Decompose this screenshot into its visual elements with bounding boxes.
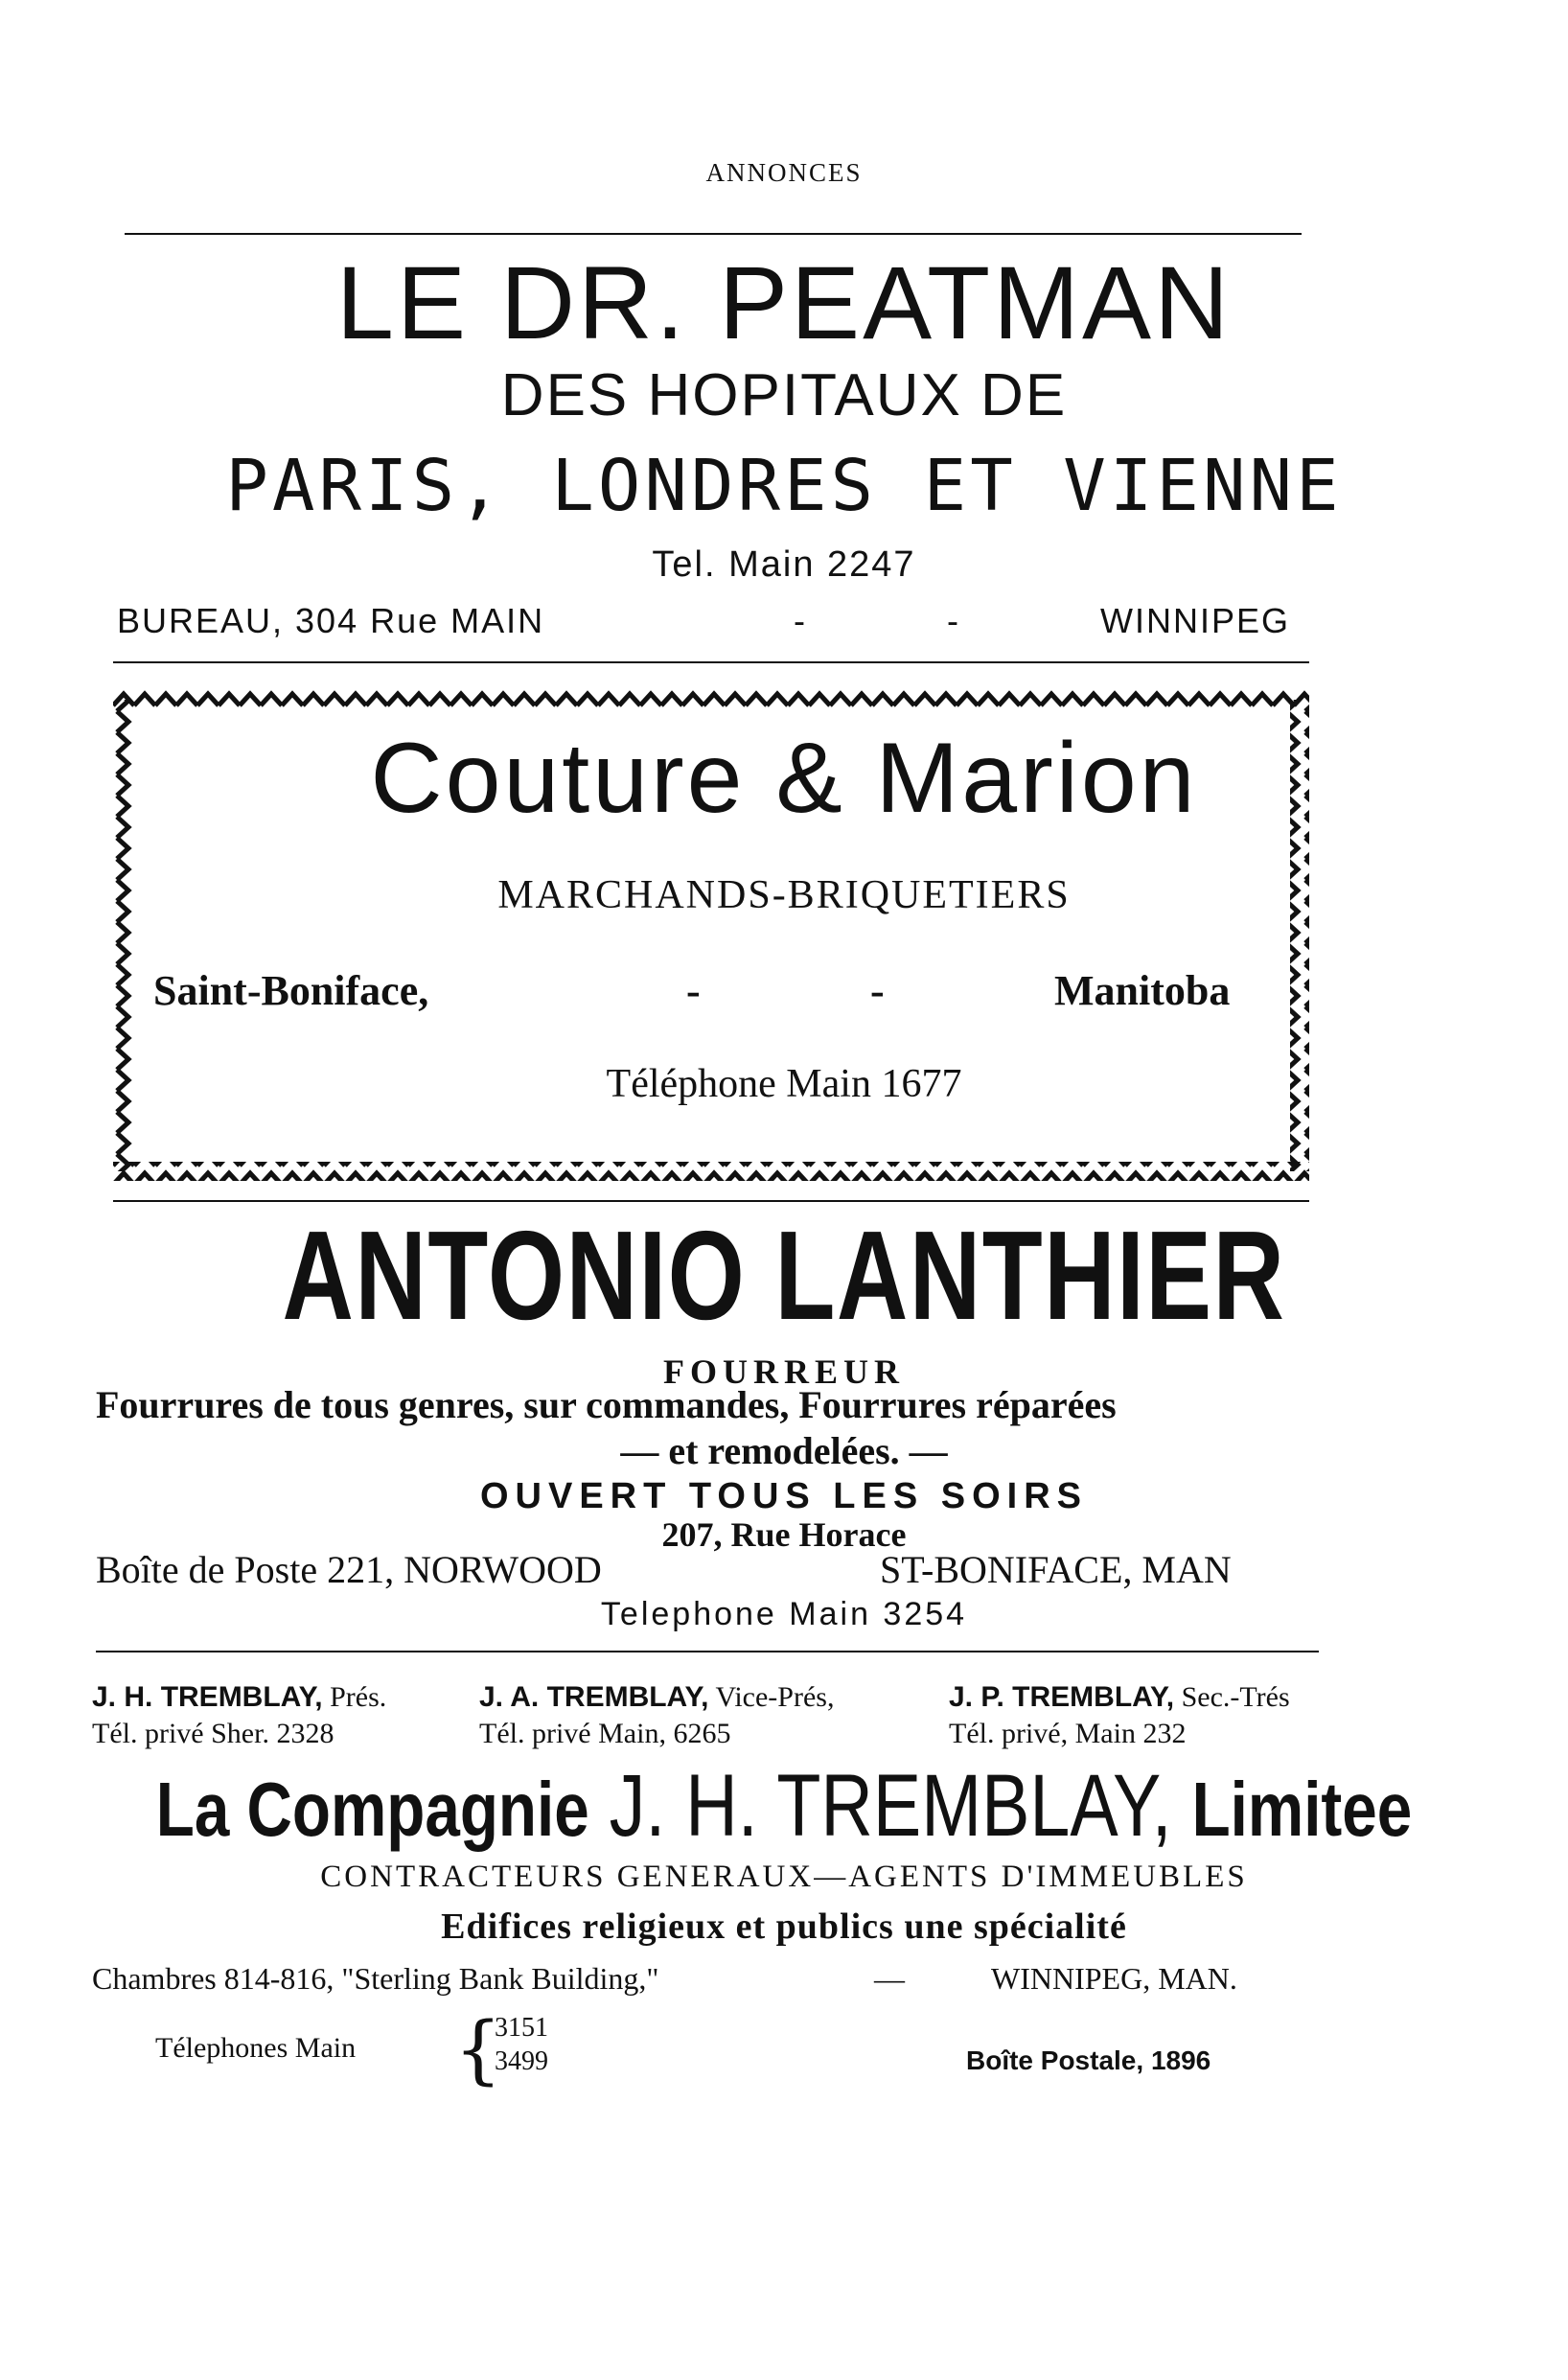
ad-lanthier-name: ANTONIO LANTHIER bbox=[282, 1205, 1286, 1346]
ad-couture-marion-telephone: Téléphone Main 1677 bbox=[606, 1062, 962, 1106]
officer-role: Sec.-Trés bbox=[1181, 1681, 1290, 1713]
ad-lanthier-telephone: Telephone Main 3254 bbox=[600, 1596, 968, 1632]
ad-lanthier-hours: OUVERT TOUS LES SOIRS bbox=[479, 1476, 1089, 1516]
officer-president bbox=[92, 1679, 386, 1751]
ad-peatman-dash-1: - bbox=[794, 601, 807, 640]
ad-lanthier-city: ST-BONIFACE, MAN bbox=[880, 1548, 1232, 1591]
officer-name: J. H. TREMBLAY, bbox=[92, 1681, 323, 1713]
ad-couture-marion-dash-1: - bbox=[686, 967, 701, 1014]
ad-tremblay-title-left: La Compagnie bbox=[155, 1767, 589, 1852]
telephone-number: 3499 bbox=[495, 2046, 548, 2076]
ad-peatman-hospitals: DES HOPITAUX DE bbox=[500, 362, 1068, 428]
ad-tremblay-po-box: Boîte Postale, 1896 bbox=[966, 2045, 1211, 2075]
officer-role: Prés. bbox=[330, 1681, 387, 1713]
officer-vice-president bbox=[479, 1679, 834, 1751]
ad-tremblay-telephone-label: Télephones Main bbox=[155, 2032, 357, 2064]
ad-peatman-office: BUREAU, 304 Rue MAIN bbox=[117, 601, 545, 640]
brace-icon: { bbox=[454, 2007, 502, 2093]
ad-peatman-dash-2: - bbox=[947, 601, 960, 640]
ad-tremblay-city: WINNIPEG, MAN. bbox=[991, 1961, 1237, 1996]
ad-peatman-name: LE DR. PEATMAN bbox=[335, 244, 1233, 360]
ad-lanthier-address: 207, Rue Horace bbox=[661, 1515, 907, 1554]
officer-name: J. A. TREMBLAY, bbox=[479, 1681, 709, 1713]
ad-couture-marion-dash-2: - bbox=[870, 967, 885, 1014]
ad-tremblay-title bbox=[141, 1757, 1427, 1855]
divider-lanthier bbox=[96, 1651, 1319, 1652]
ad-lanthier-description-cont: — et remodelées. — bbox=[620, 1429, 948, 1472]
ad-lanthier-trade: FOURREUR bbox=[663, 1352, 905, 1391]
running-title: ANNONCES bbox=[705, 158, 863, 187]
ad-lanthier-description: Fourrures de tous genres, sur commandes, Fourrures réparées bbox=[96, 1383, 1117, 1426]
officer-role: Vice-Prés, bbox=[715, 1681, 835, 1713]
officer-secretary bbox=[949, 1679, 1290, 1751]
ad-lanthier-pobox: Boîte de Poste 221, NORWOOD bbox=[96, 1548, 602, 1591]
ad-tremblay-dash: — bbox=[874, 1961, 905, 1996]
ad-couture-marion-province: Manitoba bbox=[1054, 967, 1231, 1014]
officer-name: J. P. TREMBLAY, bbox=[949, 1681, 1175, 1713]
ad-peatman-telephone: Tel. Main 2247 bbox=[652, 544, 916, 585]
ad-tremblay-telephone-numbers bbox=[495, 2011, 548, 2078]
divider-top bbox=[125, 233, 1302, 235]
ad-tremblay-trade: CONTRACTEURS GENERAUX—AGENTS D'IMMEUBLES bbox=[320, 1860, 1248, 1894]
divider-couture bbox=[113, 1200, 1309, 1202]
officer-telephone: Tél. privé Main, 6265 bbox=[479, 1717, 731, 1749]
ad-tremblay-title-right: Limitee bbox=[1191, 1767, 1413, 1852]
ad-tremblay-title-mid: J. H. TREMBLAY, bbox=[609, 1757, 1172, 1855]
ad-couture-marion-name: Couture & Marion bbox=[370, 723, 1198, 834]
ad-tremblay-specialty: Edifices religieux et publics une spécialité bbox=[441, 1906, 1127, 1947]
ad-couture-marion-town: Saint-Boniface, bbox=[153, 967, 429, 1014]
ad-couture-marion-trade: MARCHANDS-BRIQUETIERS bbox=[497, 873, 1071, 917]
telephone-number: 3151 bbox=[495, 2013, 548, 2043]
divider-peatman bbox=[113, 661, 1309, 663]
officer-telephone: Tél. privé, Main 232 bbox=[949, 1717, 1187, 1749]
ad-peatman-cities: PARIS, LONDRES ET VIENNE bbox=[225, 445, 1343, 527]
officer-telephone: Tél. privé Sher. 2328 bbox=[92, 1717, 334, 1749]
ad-tremblay-chambers: Chambres 814-816, "Sterling Bank Building," bbox=[92, 1961, 659, 1996]
ad-peatman-city: WINNIPEG bbox=[1100, 601, 1291, 640]
